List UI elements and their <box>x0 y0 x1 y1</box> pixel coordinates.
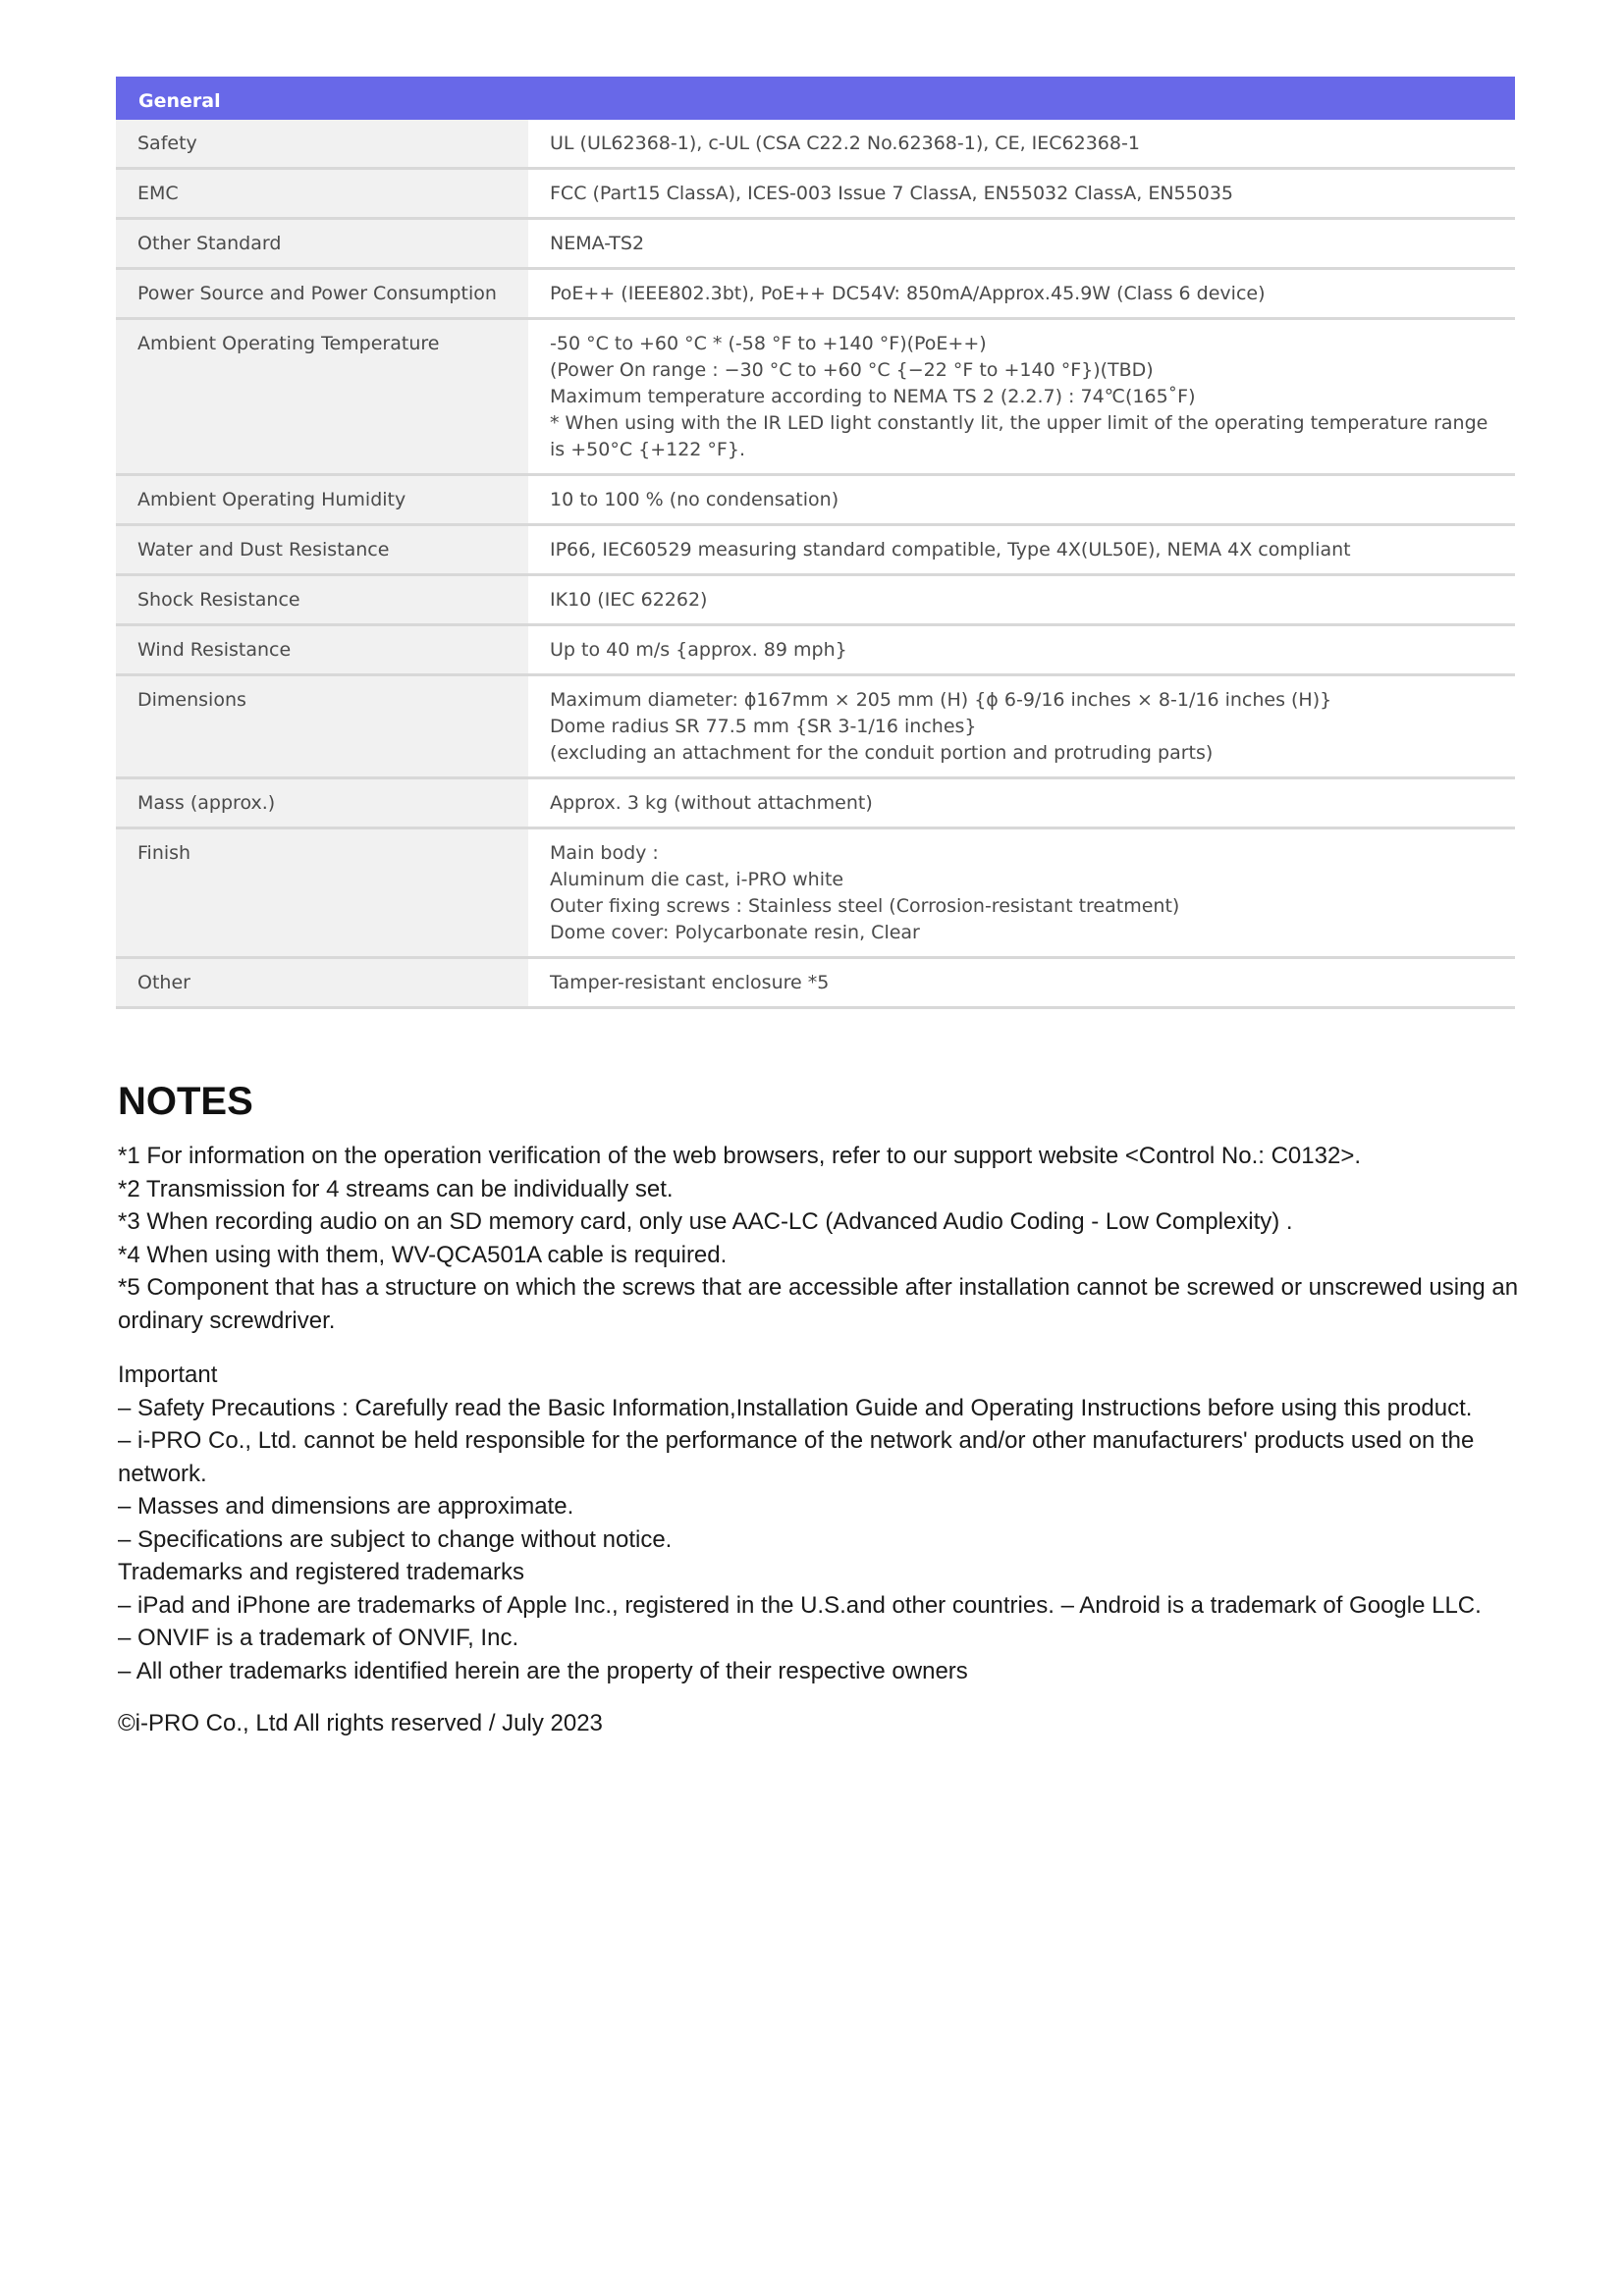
spec-label: Safety <box>116 120 528 169</box>
spec-label: Other Standard <box>116 219 528 269</box>
table-row <box>116 269 1515 319</box>
spec-value-line: NEMA-TS2 <box>550 233 645 254</box>
spec-value-line: Tamper-resistant enclosure *5 <box>550 972 830 993</box>
notes-section <box>118 1080 1522 1740</box>
table-row <box>116 575 1515 625</box>
note-item: *2 Transmission for 4 streams can be individually set. <box>118 1175 674 1202</box>
table-row <box>116 525 1515 575</box>
spec-value <box>528 120 1515 169</box>
spec-value <box>528 269 1515 319</box>
table-row <box>116 319 1515 475</box>
spec-value <box>528 958 1515 1008</box>
spec-value-line: PoE++ (IEEE802.3bt), PoE++ DC54V: 850mA/Approx.45.9W (Class 6 device) <box>550 283 1266 304</box>
note-item: *1 For information on the operation verification of the web browsers, refer to our support website <Control No.: C0132>. <box>118 1143 1361 1169</box>
important-item: – Specifications are subject to change without notice. <box>118 1525 673 1553</box>
spec-value-line: Main body : <box>550 842 659 864</box>
note-item: *3 When recording audio on an SD memory card, only use AAC-LC (Advanced Audio Coding - Low Complexity) . <box>118 1208 1293 1235</box>
spec-value-line: 10 to 100 % (no condensation) <box>550 489 839 510</box>
spec-value <box>528 169 1515 219</box>
spec-label: EMC <box>116 169 528 219</box>
spec-value <box>528 778 1515 828</box>
spec-label: Dimensions <box>116 675 528 778</box>
table-row <box>116 219 1515 269</box>
spec-value-line: Maximum diameter: ϕ167mm × 205 mm (H) {ϕ 6-9/16 inches × 8-1/16 inches (H)} <box>550 689 1332 711</box>
spec-label: Mass (approx.) <box>116 778 528 828</box>
spec-label: Power Source and Power Consumption <box>116 269 528 319</box>
table-row <box>116 828 1515 958</box>
spec-value-line: IP66, IEC60529 measuring standard compatible, Type 4X(UL50E), NEMA 4X compliant <box>550 539 1351 561</box>
spec-label: Finish <box>116 828 528 958</box>
copyright-notice: ©i-PRO Co., Ltd All rights reserved / July 2023 <box>118 1710 603 1736</box>
spec-value-line: Maximum temperature according to NEMA TS 2 (2.2.7) : 74℃(165˚F) <box>550 386 1196 407</box>
notes-list <box>118 1140 1522 1337</box>
spec-value-line: Outer fixing screws : Stainless steel (Corrosion-resistant treatment) <box>550 895 1180 917</box>
spec-value-line: IK10 (IEC 62262) <box>550 589 708 611</box>
table-row <box>116 625 1515 675</box>
spec-value-line: * When using with the IR LED light constantly lit, the upper limit of the operating temperature range is +50°C {+122 °F}. <box>550 412 1494 460</box>
table-row <box>116 120 1515 169</box>
note-item: *4 When using with them, WV-QCA501A cable is required. <box>118 1241 728 1268</box>
spec-value-line: Aluminum die cast, i-PRO white <box>550 869 844 890</box>
spec-value <box>528 625 1515 675</box>
spec-label: Ambient Operating Humidity <box>116 475 528 525</box>
spec-value-line: Dome cover: Polycarbonate resin, Clear <box>550 922 920 943</box>
spec-value <box>528 525 1515 575</box>
spec-value <box>528 675 1515 778</box>
spec-value <box>528 319 1515 475</box>
important-item: – i-PRO Co., Ltd. cannot be held responsible for the performance of the network and/or other manufacturers' products used on the network. <box>118 1427 1475 1487</box>
trademark-item: – iPad and iPhone are trademarks of Apple Inc., registered in the U.S.and other countries. – Android is a trademark of Google LLC. <box>118 1591 1482 1619</box>
trademark-item: – ONVIF is a trademark of ONVIF, Inc. <box>118 1625 519 1651</box>
important-item: – Masses and dimensions are approximate. <box>118 1493 574 1520</box>
spec-value-line: (Power On range : −30 °C to +60 °C {−22 °F to +140 °F})(TBD) <box>550 359 1154 381</box>
trademarks-heading: Trademarks and registered trademarks <box>118 1559 524 1585</box>
trademark-item: – All other trademarks identified herein are the property of their respective owners <box>118 1657 968 1684</box>
spec-value-line: (excluding an attachment for the conduit portion and protruding parts) <box>550 742 1214 764</box>
important-section <box>118 1359 1522 1687</box>
spec-label: Shock Resistance <box>116 575 528 625</box>
spec-value-line: Up to 40 m/s {approx. 89 mph} <box>550 639 847 661</box>
spec-table-body <box>116 120 1515 1008</box>
spec-label: Ambient Operating Temperature <box>116 319 528 475</box>
spec-label: Water and Dust Resistance <box>116 525 528 575</box>
table-row <box>116 778 1515 828</box>
table-row <box>116 169 1515 219</box>
table-section-header: General <box>116 77 1515 120</box>
spec-label: Wind Resistance <box>116 625 528 675</box>
table-row <box>116 958 1515 1008</box>
note-item: *5 Component that has a structure on which the screws that are accessible after installation cannot be screwed or unscrewed using an ordinary screwdriver. <box>118 1274 1519 1334</box>
important-item: – Safety Precautions : Carefully read the Basic Information,Installation Guide and Operating Instructions before using this product. <box>118 1394 1473 1421</box>
spec-value <box>528 475 1515 525</box>
spec-value-line: -50 °C to +60 °C * (-58 °F to +140 °F)(PoE++) <box>550 333 987 354</box>
table-row <box>116 475 1515 525</box>
spec-value-line: Approx. 3 kg (without attachment) <box>550 792 873 814</box>
table-row <box>116 675 1515 778</box>
spec-value <box>528 219 1515 269</box>
notes-title: NOTES <box>118 1080 253 1123</box>
spec-value-line: Dome radius SR 77.5 mm {SR 3-1/16 inches} <box>550 716 977 737</box>
spec-value <box>528 828 1515 958</box>
spec-value-line: UL (UL62368-1), c-UL (CSA C22.2 No.62368-1), CE, IEC62368-1 <box>550 133 1140 154</box>
important-heading: Important <box>118 1362 218 1388</box>
spec-table <box>116 77 1515 1009</box>
spec-value-line: FCC (Part15 ClassA), ICES-003 Issue 7 ClassA, EN55032 ClassA, EN55035 <box>550 183 1233 204</box>
spec-value <box>528 575 1515 625</box>
spec-label: Other <box>116 958 528 1008</box>
